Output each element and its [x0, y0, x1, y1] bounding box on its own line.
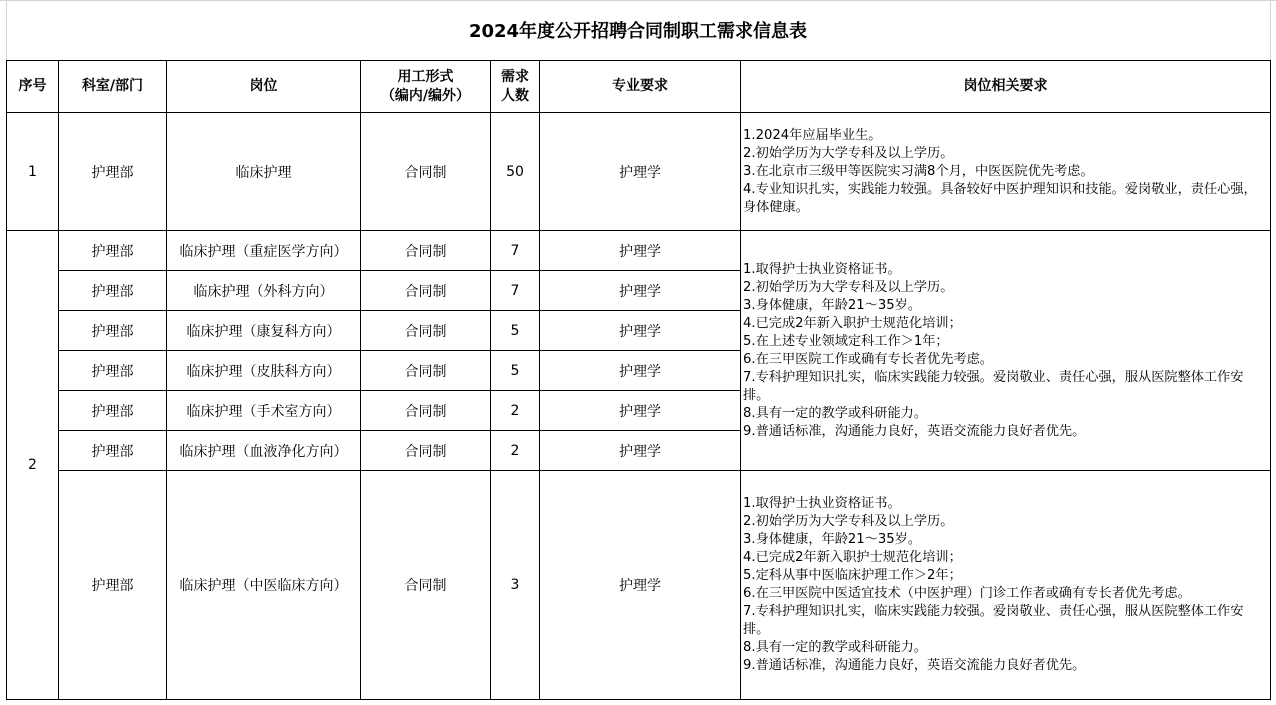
employ-cell[interactable]: 合同制 — [361, 471, 491, 700]
requirements-cell[interactable] — [741, 231, 1271, 471]
dept-cell[interactable]: 护理部 — [59, 391, 167, 431]
requirement-line: 3.在北京市三级甲等医院实习满8个月，中医医院优先考虑。 — [743, 163, 1094, 179]
table-row — [7, 471, 1271, 700]
count-cell[interactable]: 7 — [491, 231, 540, 271]
count-cell[interactable]: 5 — [491, 311, 540, 351]
post-cell[interactable]: 临床护理（外科方向） — [167, 271, 361, 311]
header-dept[interactable]: 科室/部门 — [59, 61, 167, 113]
requirement-line: 1.取得护士执业资格证书。 — [743, 496, 901, 511]
requirement-line: 5.定科从事中医临床护理工作＞2年； — [743, 568, 962, 583]
header-employ[interactable] — [361, 61, 491, 113]
requirement-line: 2.初始学历为大学专科及以上学历。 — [743, 145, 954, 161]
post-cell[interactable]: 临床护理（皮肤科方向） — [167, 351, 361, 391]
dept-cell[interactable]: 护理部 — [59, 271, 167, 311]
dept-cell[interactable]: 护理部 — [59, 471, 167, 700]
dept-cell[interactable]: 护理部 — [59, 231, 167, 271]
header-count-line2: 人数 — [501, 87, 529, 104]
table-row — [7, 231, 1271, 271]
employ-cell[interactable]: 合同制 — [361, 311, 491, 351]
major-cell[interactable]: 护理学 — [540, 431, 741, 471]
requirement-line: 2.初始学历为大学专科及以上学历。 — [743, 514, 954, 529]
header-post[interactable]: 岗位 — [167, 61, 361, 113]
post-cell[interactable]: 临床护理（血液净化方向） — [167, 431, 361, 471]
requirement-line: 4.已完成2年新入职护士规范化培训； — [743, 550, 962, 565]
requirement-line: 5.在上述专业领域定科工作＞1年； — [743, 333, 949, 349]
count-cell[interactable]: 5 — [491, 351, 540, 391]
header-employ-line2: （编内/编外） — [380, 87, 471, 104]
employ-cell[interactable]: 合同制 — [361, 113, 491, 231]
requirement-line: 1.取得护士执业资格证书。 — [743, 261, 901, 277]
dept-cell[interactable]: 护理部 — [59, 311, 167, 351]
major-cell[interactable]: 护理学 — [540, 231, 741, 271]
requirement-line: 3.身体健康，年龄21～35岁。 — [743, 532, 922, 547]
post-cell[interactable]: 临床护理 — [167, 113, 361, 231]
requirement-line: 7.专科护理知识扎实，临床实践能力较强。爱岗敬业、责任心强，服从医院整体工作安排。 — [743, 604, 1244, 637]
employ-cell[interactable]: 合同制 — [361, 351, 491, 391]
header-count[interactable] — [491, 61, 540, 113]
post-cell[interactable]: 临床护理（重症医学方向） — [167, 231, 361, 271]
requirement-line: 9.普通话标准，沟通能力良好，英语交流能力良好者优先。 — [743, 658, 1086, 673]
header-requirements[interactable]: 岗位相关要求 — [741, 61, 1271, 113]
major-cell[interactable]: 护理学 — [540, 311, 741, 351]
dept-cell[interactable]: 护理部 — [59, 113, 167, 231]
requirement-line: 4.专业知识扎实，实践能力较强。具备较好中医护理知识和技能。爱岗敬业，责任心强，身体健康。 — [743, 181, 1257, 215]
employ-cell[interactable]: 合同制 — [361, 231, 491, 271]
dept-cell[interactable]: 护理部 — [59, 351, 167, 391]
header-count-line1: 需求 — [501, 68, 529, 85]
header-major[interactable]: 专业要求 — [540, 61, 741, 113]
sheet-gridline-right — [1270, 0, 1271, 60]
employ-cell[interactable]: 合同制 — [361, 271, 491, 311]
requirement-line: 7.专科护理知识扎实，临床实践能力较强。爱岗敬业、责任心强，服从医院整体工作安排。 — [743, 369, 1244, 403]
post-cell[interactable]: 临床护理（中医临床方向） — [167, 471, 361, 700]
table-row — [7, 113, 1271, 231]
requirements-cell[interactable] — [741, 471, 1271, 700]
header-employ-line1: 用工形式 — [397, 68, 454, 85]
dept-cell[interactable]: 护理部 — [59, 431, 167, 471]
major-cell[interactable]: 护理学 — [540, 471, 741, 700]
major-cell[interactable]: 护理学 — [540, 351, 741, 391]
major-cell[interactable]: 护理学 — [540, 391, 741, 431]
requirement-line: 4.已完成2年新入职护士规范化培训； — [743, 315, 962, 331]
requirement-line: 6.在三甲医院中医适宜技术（中医护理）门诊工作者或确有专长者优先考虑。 — [743, 586, 1191, 601]
requirement-line: 3.身体健康，年龄21～35岁。 — [743, 297, 922, 313]
recruitment-table — [6, 60, 1271, 700]
count-cell[interactable]: 2 — [491, 431, 540, 471]
count-cell[interactable]: 7 — [491, 271, 540, 311]
major-cell[interactable]: 护理学 — [540, 271, 741, 311]
post-cell[interactable]: 临床护理（康复科方向） — [167, 311, 361, 351]
count-cell[interactable]: 3 — [491, 471, 540, 700]
seq-cell[interactable]: 1 — [7, 113, 59, 231]
sheet-title: 2024年度公开招聘合同制职工需求信息表 — [468, 21, 808, 42]
employ-cell[interactable]: 合同制 — [361, 391, 491, 431]
requirement-line: 9.普通话标准，沟通能力良好，英语交流能力良好者优先。 — [743, 423, 1086, 439]
requirement-line: 8.具有一定的教学或科研能力。 — [743, 405, 928, 421]
requirement-line: 8.具有一定的教学或科研能力。 — [743, 640, 928, 655]
requirement-line: 2.初始学历为大学专科及以上学历。 — [743, 279, 954, 295]
count-cell[interactable]: 50 — [491, 113, 540, 231]
count-cell[interactable]: 2 — [491, 391, 540, 431]
header-seq[interactable]: 序号 — [7, 61, 59, 113]
post-cell[interactable]: 临床护理（手术室方向） — [167, 391, 361, 431]
requirement-line: 1.2024年应届毕业生。 — [743, 127, 882, 143]
header-row — [7, 61, 1271, 113]
employ-cell[interactable]: 合同制 — [361, 431, 491, 471]
requirements-cell[interactable] — [741, 113, 1271, 231]
seq-cell[interactable]: 2 — [7, 231, 59, 700]
requirement-line: 6.在三甲医院工作或确有专长者优先考虑。 — [743, 351, 993, 367]
major-cell[interactable]: 护理学 — [540, 113, 741, 231]
